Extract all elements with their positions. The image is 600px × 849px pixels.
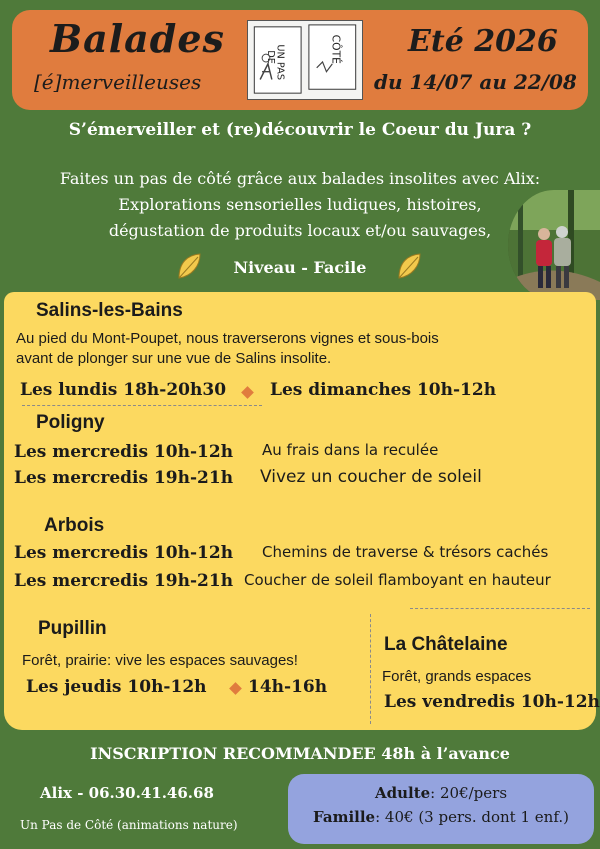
poligny-slot-2: Les mercredis 19h-21h [14, 468, 234, 488]
price-family [288, 808, 594, 826]
price-adult [288, 784, 594, 802]
town-chatelaine: La Châtelaine [384, 634, 508, 655]
price-adult-label: Adulte [374, 784, 431, 802]
town-poligny: Poligny [36, 412, 105, 433]
contact-phone: Alix - 06.30.41.46.68 [40, 784, 214, 802]
poligny-activity-2: Vivez un coucher de soleil [260, 467, 482, 487]
logo-image [247, 20, 363, 100]
price-adult-value: : 20€/pers [430, 784, 508, 802]
salins-description: Au pied du Mont-Poupet, nous traverserons vignes et sous-bois [16, 330, 439, 347]
leaf-icon [396, 252, 422, 280]
poligny-slot-1: Les mercredis 10h-12h [14, 442, 234, 462]
season-dates: du 14/07 au 22/08 [374, 70, 577, 94]
divider [22, 405, 262, 406]
brand-subtitle: [é]merveilleuses [34, 70, 202, 94]
chatelaine-description: Forêt, grands espaces [382, 668, 532, 685]
intro-line: Explorations sensorielles ludiques, histoires, [118, 195, 482, 214]
difficulty-level: Niveau - Facile [233, 258, 367, 277]
salins-slot-monday: Les lundis 18h-20h30 [20, 380, 227, 400]
svg-text:CÔTÉ: CÔTÉ [329, 34, 343, 64]
svg-text:DE: DE [264, 50, 276, 64]
header-banner [12, 10, 588, 110]
intro-line: dégustation de produits locaux et/ou sauvages, [108, 221, 492, 240]
arbois-activity-1: Chemins de traverse & trésors cachés [262, 543, 549, 561]
salins-description: avant de plonger sur une vue de Salins insolite. [16, 350, 332, 367]
organization-name: Un Pas de Côté (animations nature) [20, 818, 238, 832]
price-box [288, 774, 594, 844]
price-family-label: Famille [313, 808, 376, 826]
chatelaine-slot: Les vendredis 10h-12h [384, 692, 600, 712]
season-title: Eté 2026 [408, 24, 558, 59]
salins-slot-sunday: Les dimanches 10h-12h [270, 380, 497, 400]
svg-text:UN PAS: UN PAS [274, 44, 286, 81]
tagline: S’émerveiller et (re)découvrir le Coeur du Jura ? [68, 120, 532, 140]
divider [410, 608, 590, 609]
walkers-photo [508, 190, 600, 300]
intro-line: Faites un pas de côté grâce aux balades insolites avec Alix: [59, 169, 541, 188]
town-pupillin: Pupillin [38, 618, 107, 639]
arbois-activity-2: Coucher de soleil flamboyant en hauteur [244, 571, 551, 589]
inscription-notice: INSCRIPTION RECOMMANDEE 48h à l’avance [90, 744, 510, 763]
pupillin-slot-1: Les jeudis 10h-12h [26, 677, 207, 697]
pupillin-description: Forêt, prairie: vive les espaces sauvages! [22, 652, 298, 669]
pupillin-slot-2: 14h-16h [248, 677, 328, 697]
arbois-slot-1: Les mercredis 10h-12h [14, 543, 234, 563]
town-arbois: Arbois [44, 515, 105, 536]
price-family-value: : 40€ (3 pers. dont 1 enf.) [375, 808, 569, 826]
poligny-activity-1: Au frais dans la reculée [262, 441, 439, 459]
arbois-slot-2: Les mercredis 19h-21h [14, 571, 234, 591]
town-salins: Salins-les-Bains [36, 300, 183, 321]
divider [370, 614, 371, 724]
brand-title: Balades [50, 16, 225, 61]
